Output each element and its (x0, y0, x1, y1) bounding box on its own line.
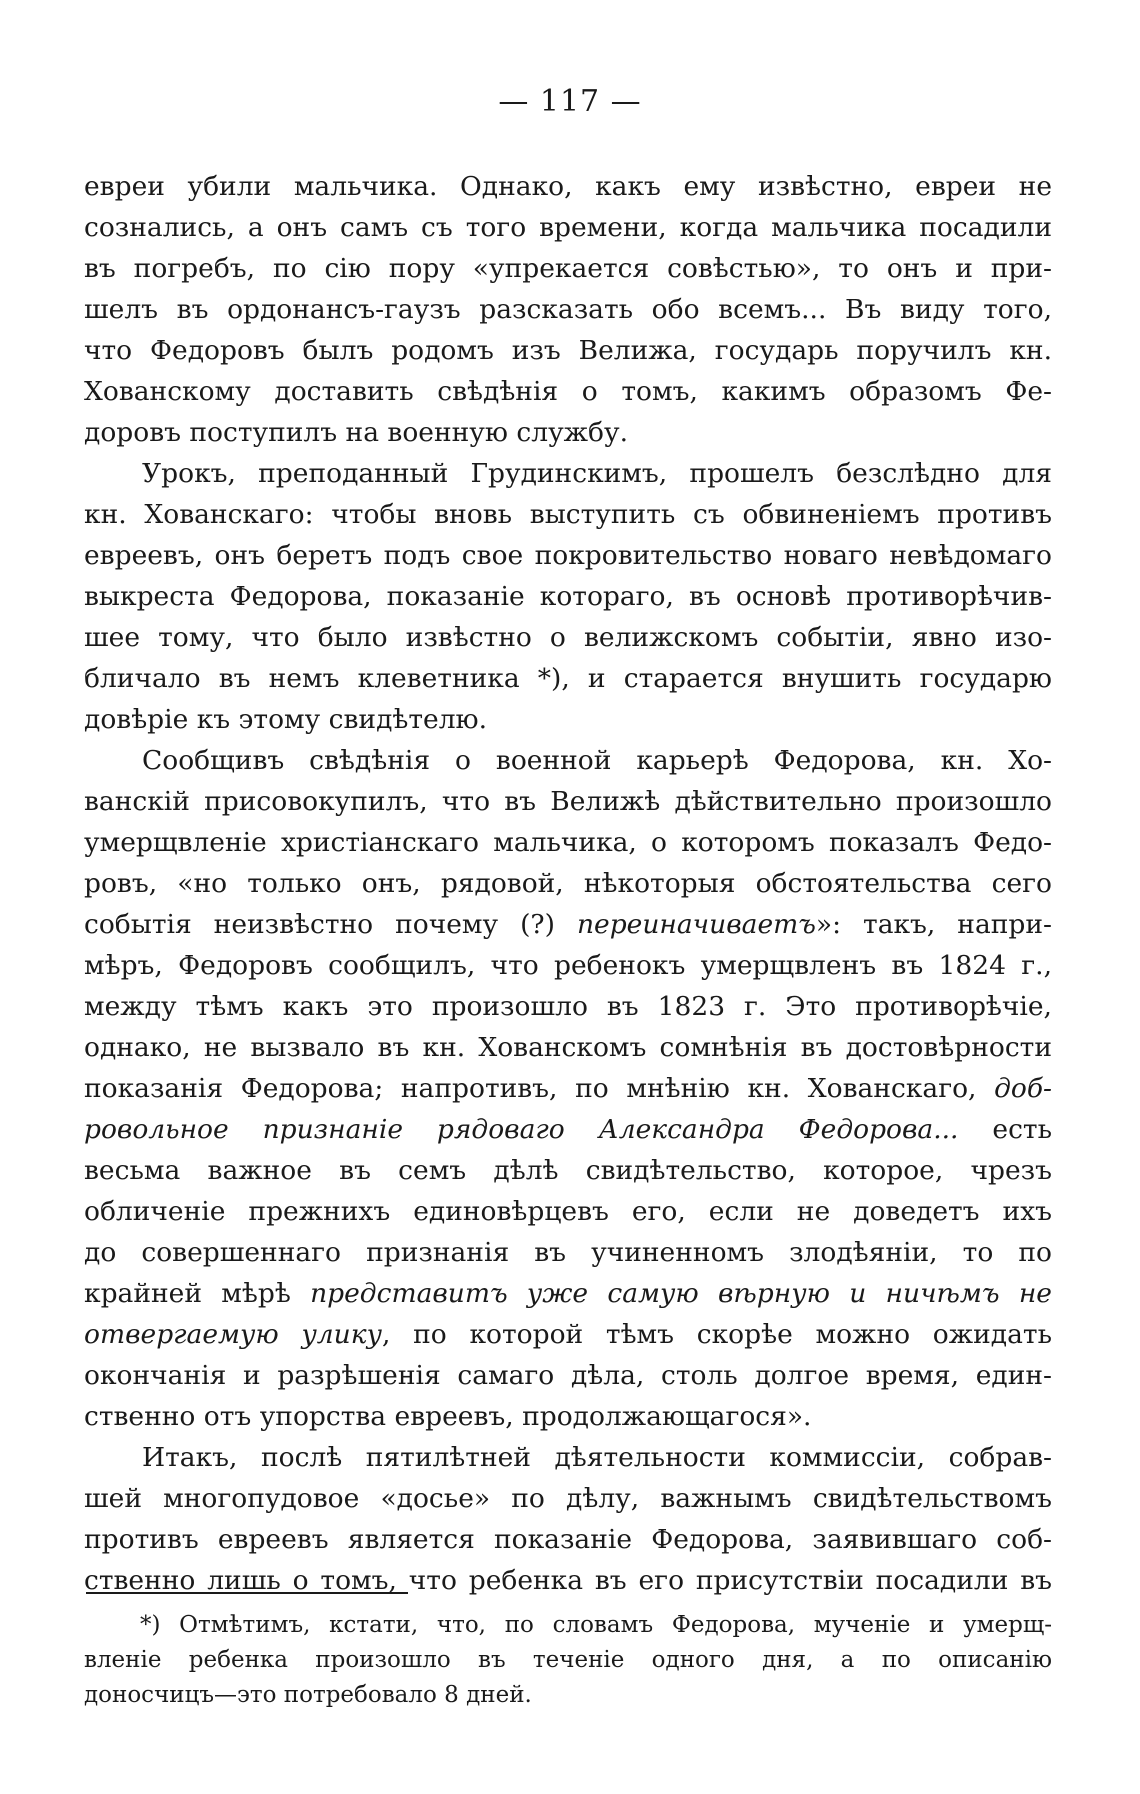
text-line: Сообщивъ свѣдѣнія о военной карьерѣ Федорова, кн. Хо- (142, 745, 1052, 776)
text-line: шелъ въ ордонансъ-гаузъ разсказать обо всемъ... Въ виду того, (84, 294, 1052, 325)
text-run: , по которой тѣмъ скорѣе можно ожидать (381, 1319, 1052, 1350)
text-line (84, 904, 1052, 945)
text-run: событія неизвѣстно почему (?) (84, 909, 577, 940)
text-line: противъ евреевъ является показаніе Федорова, заявившаго соб- (84, 1524, 1052, 1555)
text-line: однако, не вызвало въ кн. Хованскомъ сомнѣнія въ достовѣрности (84, 1032, 1052, 1063)
italic-text-run: переиначиваетъ (576, 909, 816, 940)
text-line: выкреста Федорова, показаніе котораго, въ основѣ противорѣчив- (84, 581, 1052, 612)
footnote (84, 1608, 1052, 1713)
text-line: евреи убили мальчика. Однако, какъ ему извѣстно, евреи не (84, 171, 1052, 202)
text-line: Урокъ, преподанный Грудинскимъ, прошелъ безслѣдно для (142, 458, 1052, 489)
text-line: между тѣмъ какъ это произошло въ 1823 г. Это противорѣчіе, (84, 991, 1052, 1022)
text-line: весьма важное въ семъ дѣлѣ свидѣтельство, которое, чрезъ (84, 1155, 1052, 1186)
footnote-line: *) Отмѣтимъ, кстати, что, по словамъ Федорова, мученіе и умерщ- (140, 1612, 1052, 1638)
text-line: Итакъ, послѣ пятилѣтней дѣятельности коммиссіи, собрав- (142, 1442, 1052, 1473)
footnote-divider (86, 1592, 408, 1594)
text-line: Хованскому доставить свѣдѣнія о томъ, какимъ образомъ Фе- (84, 376, 1052, 407)
italic-text-run: доб- (994, 1073, 1052, 1104)
text-line: довѣріе къ этому свидѣтелю. (84, 704, 488, 735)
text-line (84, 1273, 1052, 1314)
text-line: что Федоровъ былъ родомъ изъ Велижа, государь поручилъ кн. (84, 335, 1052, 366)
text-line: шее тому, что было извѣстно о велижскомъ событіи, явно изо- (84, 622, 1052, 653)
paragraph-3 (84, 740, 1052, 1437)
page-number: — 117 — (498, 84, 642, 119)
paragraph-4 (84, 1437, 1052, 1601)
text-line: ровъ, «но только онъ, рядовой, нѣкоторыя обстоятельства сего (84, 868, 1052, 899)
text-line: ванскій присовокупилъ, что въ Велижѣ дѣйствительно произошло (84, 786, 1052, 817)
body-text (84, 166, 1052, 1601)
text-line: доровъ поступилъ на военную службу. (84, 417, 629, 448)
footnote-line: вленіе ребенка произошло въ теченіе одного дня, а по описанію (84, 1647, 1052, 1673)
paragraph-1 (84, 166, 1052, 453)
text-line: шей многопудовое «досье» по дѣлу, важнымъ свидѣтельствомъ (84, 1483, 1052, 1514)
text-line: евреевъ, онъ беретъ подъ свое покровительство новаго невѣдомаго (84, 540, 1052, 571)
text-line: бличало въ немъ клеветника *), и старается внушить государю (84, 663, 1052, 694)
text-run: показанія Федорова; напротивъ, по мнѣнію кн. Хованскаго, (84, 1073, 995, 1104)
italic-text-run: ровольное признаніе рядоваго Александра Федорова... (84, 1114, 959, 1145)
text-line (84, 1109, 1052, 1150)
text-line: въ погребъ, по сію пору «упрекается совѣстью», то онъ и при- (84, 253, 1052, 284)
italic-text-run: представитъ уже самую вѣрную и ничѣмъ не (310, 1278, 1052, 1309)
text-line: умерщвленіе христіанскаго мальчика, о которомъ показалъ Федо- (84, 827, 1052, 858)
text-run: есть (958, 1114, 1052, 1145)
text-line: до совершеннаго признанія въ учиненномъ злодѣяніи, то по (84, 1237, 1052, 1268)
text-line: кн. Хованскаго: чтобы вновь выступить съ обвиненіемъ противъ (84, 499, 1052, 530)
text-line: обличеніе прежнихъ единовѣрцевъ его, если не доведетъ ихъ (84, 1196, 1052, 1227)
text-line: сознались, а онъ самъ съ того времени, когда мальчика посадили (84, 212, 1052, 243)
text-line: окончанія и разрѣшенія самаго дѣла, столь долгое время, един- (84, 1360, 1052, 1391)
text-line: ственно лишь о томъ, что ребенка въ его присутствіи посадили въ (84, 1565, 1052, 1596)
text-run: »: такъ, напри- (815, 909, 1053, 940)
paragraph-2 (84, 453, 1052, 740)
text-run: крайней мѣрѣ (84, 1278, 311, 1309)
text-line: мѣръ, Федоровъ сообщилъ, что ребенокъ умерщвленъ въ 1824 г., (84, 950, 1052, 981)
text-line (84, 1314, 1052, 1355)
italic-text-run: отвергаемую улику (84, 1319, 382, 1350)
footnote-line: доносчицъ—это потребовало 8 дней. (84, 1682, 532, 1708)
text-line (84, 1068, 1052, 1109)
text-line: ственно отъ упорства евреевъ, продолжающагося». (84, 1401, 812, 1432)
